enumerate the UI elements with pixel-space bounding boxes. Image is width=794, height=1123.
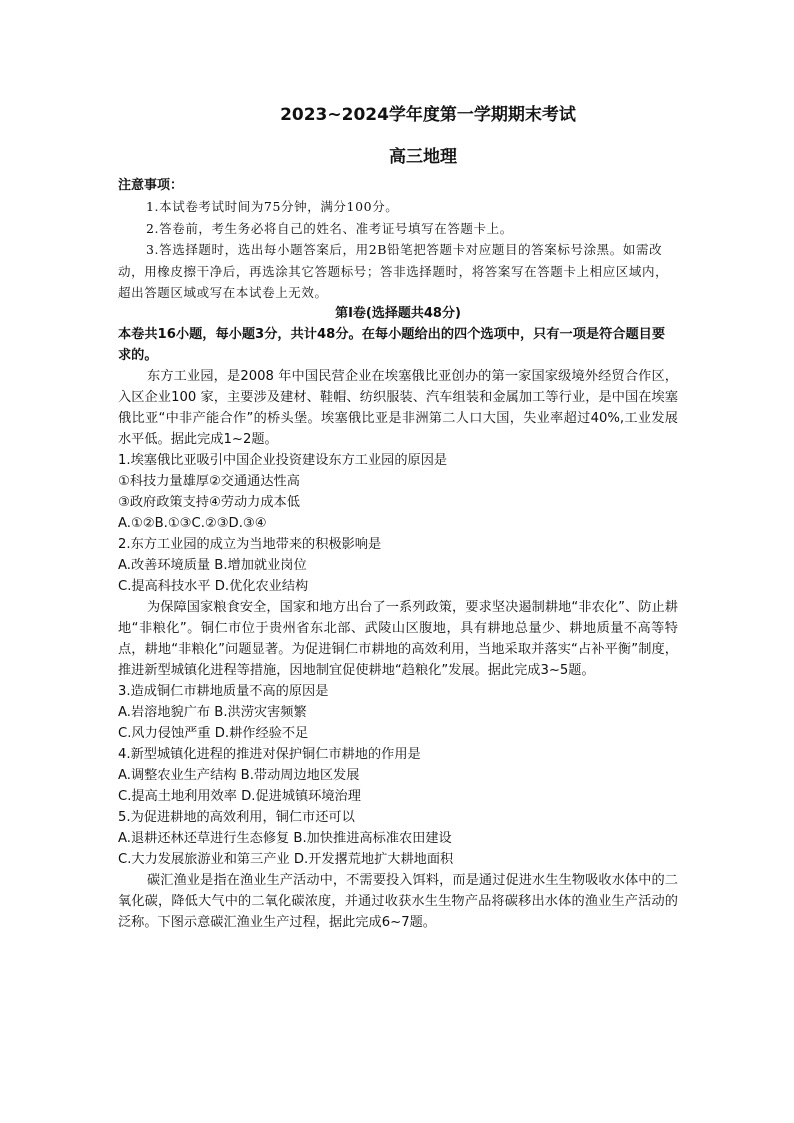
question-1-item-b: ③政府政策支持④劳动力成本低 [118,494,300,510]
exam-subject: 高三地理 [389,147,457,167]
question-1-item-a: ①科技力量雄厚②交通通达性高 [118,473,300,489]
section-description: 本卷共16小题，每小题3分，共计48分。在每小题给出的四个选项中，只有一项是符合题目要求的。 [118,326,666,363]
question-1-stem: 1.埃塞俄比亚吸引中国企业投资建设东方工业园的原因是 [118,452,448,468]
notice-heading: 注意事项： [118,178,184,193]
question-3-stem: 3.造成铜仁市耕地质量不高的原因是 [118,683,329,699]
question-2-options-ab: A.改善环境质量 B.增加就业岗位 [118,557,307,573]
question-5-options-ab: A.退耕还林还草进行生态修复 B.加快推进高标准农田建设 [118,830,452,846]
question-5-options-cd: C.大力发展旅游业和第三产业 D.开发撂荒地扩大耕地面积 [118,851,454,867]
passage-2: 为保障国家粮食安全，国家和地方出台了一系列政策，要求坚决遏制耕地“非农化”、防止耕地“非粮化”。铜仁市位于贵州省东北部、武陵山区腹地，具有耕地总量少、耕地质量不高等特点，耕地“非粮化”问题显著。为促进铜仁市耕地的高效利用，当地采取并落实“占补平衡”制度，推进新型城镇化进程等措施，因地制宜促使耕地“趋粮化”发展。据此完成3~5题。 [118,599,678,678]
question-1-options: A.①②B.①③C.②③D.③④ [118,515,267,531]
notice-item-3: 3.答选择题时，选出每小题答案后，用2B铅笔把答题卡对应题目的答案标号涂黑。如需改动，用橡皮擦干净后，再选涂其它答题标号；答非选择题时，将答案写在答题卡上相应区域内，超出答题区域或写在本试卷上无效。 [118,242,669,300]
passage-1: 东方工业园，是2008 年中国民营企业在埃塞俄比亚创办的第一家国家级境外经贸合作区，入区企业100 家，主要涉及建材、鞋帽、纺织服装、汽车组装和金属加工等行业，是中国在埃塞俄比亚“中非产能合作”的桥头堡。埃塞俄比亚是非洲第二人口大国，失业率超过40%,工业发展水平低。据此完成1~2题。 [118,368,678,447]
exam-page [118,100,678,933]
question-3-options-cd: C.风力侵蚀严重 D.耕作经验不足 [118,725,309,741]
question-2-options-cd: C.提高科技水平 D.优化农业结构 [118,578,309,594]
question-5-stem: 5.为促进耕地的高效利用，铜仁市还可以 [118,809,355,825]
passage-3: 碳汇渔业是指在渔业生产活动中，不需要投入饵料，而是通过促进水生生物吸收水体中的二氧化碳，降低大气中的二氧化碳浓度，并通过收获水生生物产品将碳移出水体的渔业生产活动的泛称。下图示意碳汇渔业生产过程，据此完成6~7题。 [118,872,678,930]
exam-title: 2023~2024学年度第一学期期末考试 [280,105,576,125]
question-3-options-ab: A.岩溶地貌广布 B.洪涝灾害频繁 [118,704,307,720]
notice-item-2: 2.答卷前，考生务必将自己的姓名、准考证号填写在答题卡上。 [146,220,513,236]
question-4-options-cd: C.提高土地利用效率 D.促进城镇环境治理 [118,788,361,804]
question-4-stem: 4.新型城镇化进程的推进对保护铜仁市耕地的作用是 [118,746,421,762]
section-heading: 第Ⅰ卷(选择题共48分) [335,305,461,321]
notice-item-1: 1.本试卷考试时间为75分钟，满分100分。 [146,199,399,214]
question-4-options-ab: A.调整农业生产结构 B.带动周边地区发展 [118,767,360,783]
question-2-stem: 2.东方工业园的成立为当地带来的积极影响是 [118,536,382,552]
